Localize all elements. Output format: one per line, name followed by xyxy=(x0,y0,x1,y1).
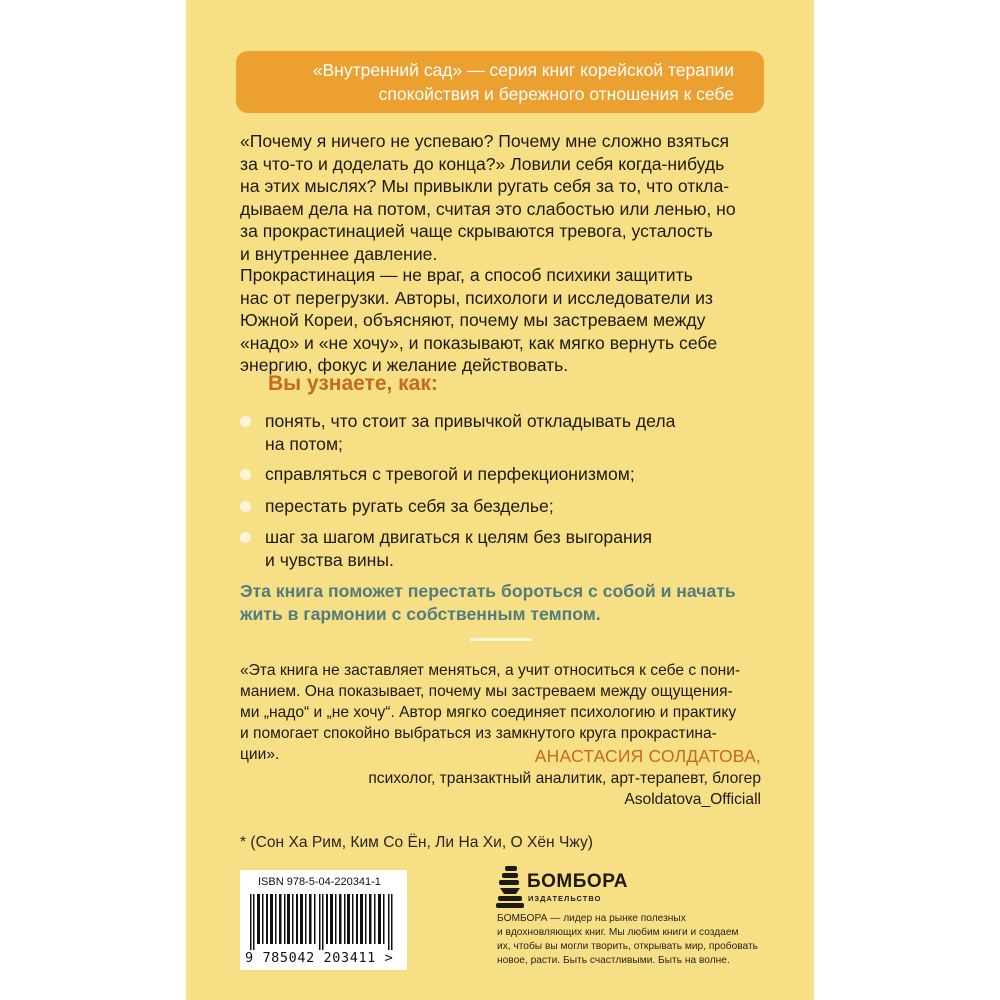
section-divider xyxy=(470,638,532,641)
learn-item xyxy=(240,526,780,571)
quote-line: и помогает спокойно выбраться из замкнутого круга прокрастина- xyxy=(240,725,717,742)
intro-paragraph xyxy=(240,130,770,265)
barcode-digits: 9 785042 203411 > xyxy=(245,950,394,966)
quote-line: манием. Она показывает, почему мы застреваем между ощущения- xyxy=(240,683,733,700)
intro-line: «Почему я ничего не успеваю? Почему мне сложно взяться xyxy=(240,131,730,151)
barcode-panel xyxy=(240,870,407,970)
intro-line: дываем дела на потом, считая это слабостью или ленью, но xyxy=(240,198,736,219)
intro-line: за прокрастинацией чаще скрываются тревога, усталость xyxy=(240,221,713,241)
bombora-logo-icon xyxy=(496,864,526,910)
closing-statement xyxy=(240,580,736,625)
learn-heading: Вы узнаете, как: xyxy=(268,372,438,395)
learn-item-line: перестать ругать себя за безделье; xyxy=(265,495,554,516)
bullet-dot-icon xyxy=(240,501,251,512)
learn-item xyxy=(240,410,780,455)
series-banner-line-1: «Внутренний сад» — серия книг корейской терапии xyxy=(312,60,734,80)
body-line: энергию, фокус и желание действовать. xyxy=(240,355,569,375)
intro-line: за что-то и доделать до конца?» Ловили себя когда-нибудь xyxy=(240,153,725,174)
quote-author xyxy=(368,744,761,810)
quote-line: «Эта книга не заставляет меняться, а учит относиться к себе с пони- xyxy=(240,662,741,679)
quote-line: ми „надо“ и „не хочу“. Автор мягко соединяет психологию и практику xyxy=(240,704,737,721)
learn-item-line: понять, что стоит за привычкой откладывать дела xyxy=(265,411,676,431)
publisher-logo-name: БОМБОРА xyxy=(527,871,628,892)
author-role: психолог, транзактный аналитик, арт-терапевт, блогер xyxy=(368,770,761,787)
publisher-logo-sub: ИЗДАТЕЛЬСТВО xyxy=(528,894,602,903)
bullet-dot-icon xyxy=(240,416,251,427)
body-line: Южной Кореи, объясняют, почему мы застреваем между xyxy=(240,310,706,330)
author-name: АНАСТАСИЯ СОЛДАТОВА, xyxy=(534,746,761,766)
learn-item-line: шаг за шагом двигаться к целям без выгорания xyxy=(265,527,653,547)
author-handle: Asoldatova_Officiall xyxy=(624,791,761,808)
publisher-line: и вдохновляющих книг. Мы любим книги и создаем xyxy=(497,927,739,938)
barcode-icon xyxy=(250,894,398,950)
bullet-dot-icon xyxy=(240,532,251,543)
isbn-label: ISBN 978-5-04-220341-1 xyxy=(258,876,381,888)
intro-line: и внутреннее давление. xyxy=(240,243,438,264)
closing-line: жить в гармонии с собственным темпом. xyxy=(240,603,601,624)
quote-line: ции». xyxy=(240,746,280,763)
learn-item-line: на потом; xyxy=(265,433,343,454)
body-line: «надо» и «не хочу», и показывают, как мягко вернуть себе xyxy=(240,332,718,353)
closing-line: Эта книга поможет перестать бороться с собой и начать xyxy=(240,581,736,601)
publisher-blurb xyxy=(497,912,758,968)
series-banner-line-2: спокойствия и бережного отношения к себе xyxy=(378,84,734,104)
learn-item xyxy=(240,495,780,518)
learn-list xyxy=(240,410,780,571)
series-banner xyxy=(236,51,764,113)
publisher-line: новое, расти. Быть счастливыми. Быть на волне. xyxy=(497,955,730,966)
learn-item-line: справляться с тревогой и перфекционизмом; xyxy=(265,464,635,484)
learn-item-line: и чувства вины. xyxy=(265,549,394,570)
body-line: Прокрастинация — не враг, а способ психики защитить xyxy=(240,265,693,285)
publisher-line: БОМБОРА — лидер на рынке полезных xyxy=(497,913,686,924)
body-line: нас от перегрузки. Авторы, психологи и исследователи из xyxy=(240,287,713,308)
intro-line: на этих мыслях? Мы привыкли ругать себя за то, что откла- xyxy=(240,176,730,196)
learn-item xyxy=(240,463,780,486)
publisher-line: их, чтобы вы могли творить, открывать мир, пробовать xyxy=(497,941,758,952)
bullet-dot-icon xyxy=(240,469,251,480)
body-paragraph xyxy=(240,264,770,377)
authors-note: * (Сон Ха Рим, Ким Со Ён, Ли На Хи, О Хён Чжу) xyxy=(240,834,593,851)
